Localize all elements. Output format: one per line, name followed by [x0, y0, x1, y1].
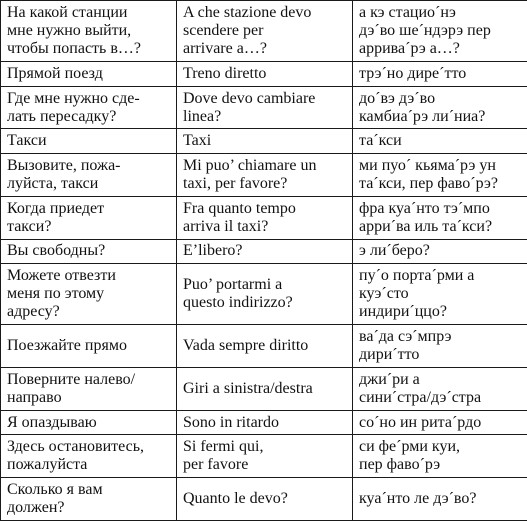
italian-phrase-cell: Mi puo’ chiamare un taxi, per favore?: [177, 153, 353, 196]
russian-phrase-cell: Можете отвезти меня по этому адресу?: [1, 264, 177, 325]
transcription-cell: со´но ин рита´рдо: [353, 410, 527, 434]
russian-phrase-cell: Прямой поезд: [1, 62, 177, 86]
italian-phrase-cell: E’libero?: [177, 239, 353, 263]
transcription-cell: та´кси: [353, 129, 527, 153]
table-row: [1, 368, 527, 411]
italian-phrase-cell: Puo’ portarmi a questo indirizzo?: [177, 264, 353, 325]
russian-phrase-cell: Поезжайте прямо: [1, 325, 177, 368]
table-row: [1, 264, 527, 325]
russian-phrase-cell: Я опаздываю: [1, 410, 177, 434]
table-row: [1, 325, 527, 368]
table-row: [1, 478, 527, 521]
transcription-cell: э ли´беро?: [353, 239, 527, 263]
transcription-cell: си фе´рми куи, пер фаво´рэ: [353, 435, 527, 478]
table-row: [1, 129, 527, 153]
italian-phrase-cell: Si fermi qui, per favore: [177, 435, 353, 478]
transcription-cell: ми пуо´ кьяма´рэ ун та´кси, пер фаво´рэ?: [353, 153, 527, 196]
italian-phrase-cell: Giri a sinistra/destra: [177, 368, 353, 411]
transcription-cell: куа´нто ле дэ´во?: [353, 478, 527, 521]
russian-phrase-cell: Такси: [1, 129, 177, 153]
transcription-cell: до´вэ дэ´во камбиа´рэ ли´ниа?: [353, 86, 527, 129]
russian-phrase-cell: Вы свободны?: [1, 239, 177, 263]
italian-phrase-cell: Dove devo cambiare linea?: [177, 86, 353, 129]
transcription-cell: ва´да сэ´мпрэ дири´тто: [353, 325, 527, 368]
table-row: [1, 86, 527, 129]
italian-phrase-cell: Vada sempre diritto: [177, 325, 353, 368]
italian-phrase-cell: Taxi: [177, 129, 353, 153]
italian-phrase-cell: Quanto le devo?: [177, 478, 353, 521]
russian-phrase-cell: Поверните налево/ направо: [1, 368, 177, 411]
table-row: [1, 153, 527, 196]
italian-phrase-cell: Sono in ritardo: [177, 410, 353, 434]
table-row: [1, 196, 527, 239]
transcription-cell: а кэ стацио´нэ дэ´во ше´ндэрэ пер аррива´рэ а…?: [353, 1, 527, 62]
transcription-cell: фра куа´нто тэ´мпо арри´ва иль та´кси?: [353, 196, 527, 239]
italian-phrase-cell: A che stazione devo scendere per arrivare a…?: [177, 1, 353, 62]
russian-phrase-cell: Где мне нужно сде- лать пересадку?: [1, 86, 177, 129]
transcription-cell: пу´о порта´рми а куэ´сто индири´ццо?: [353, 264, 527, 325]
table-row: [1, 239, 527, 263]
table-row: [1, 435, 527, 478]
transcription-cell: джи´ри а сини´стра/дэ´стра: [353, 368, 527, 411]
russian-phrase-cell: Сколько я вам должен?: [1, 478, 177, 521]
table-row: [1, 62, 527, 86]
russian-phrase-cell: Когда приедет такси?: [1, 196, 177, 239]
transcription-cell: трэ´но дире´тто: [353, 62, 527, 86]
italian-phrase-cell: Fra quanto tempo arriva il taxi?: [177, 196, 353, 239]
italian-phrase-cell: Treno diretto: [177, 62, 353, 86]
phrasebook-table-body: [1, 1, 527, 521]
table-row: [1, 410, 527, 434]
table-row: [1, 1, 527, 62]
russian-phrase-cell: На какой станции мне нужно выйти, чтобы попасть в…?: [1, 1, 177, 62]
russian-phrase-cell: Здесь остановитесь, пожалуйста: [1, 435, 177, 478]
russian-phrase-cell: Вызовите, пожа- луйста, такси: [1, 153, 177, 196]
